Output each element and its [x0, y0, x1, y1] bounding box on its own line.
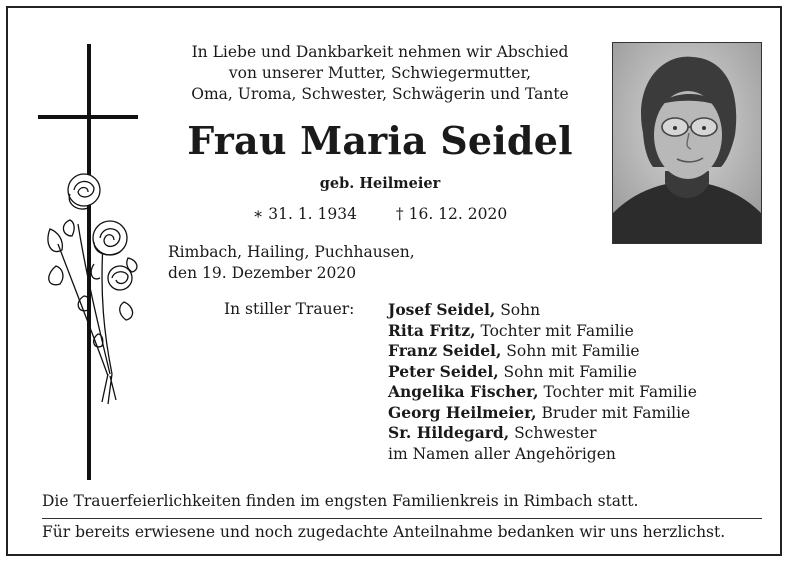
intro-line-1: In Liebe und Dankbarkeit nehmen wir Abschied	[191, 43, 569, 61]
obituary-frame	[6, 6, 782, 556]
portrait-image	[613, 43, 761, 243]
mourner-row	[388, 321, 697, 342]
mourning-closing: im Namen aller Angehörigen	[388, 444, 616, 463]
date-line: den 19. Dezember 2020	[168, 264, 357, 282]
mourner-name: Sr. Hildegard,	[388, 423, 510, 442]
mourner-row	[388, 403, 697, 424]
mourner-name: Peter Seidel,	[388, 361, 499, 381]
mourner-name: Angelika Fischer,	[388, 382, 539, 401]
mourner-row	[388, 341, 697, 362]
mourner-row	[388, 362, 697, 383]
mourner-relation: Tochter mit Familie	[475, 321, 634, 340]
intro-line-3: Oma, Uroma, Schwester, Schwägerin und Tante	[191, 85, 569, 103]
death-date: † 16. 12. 2020	[395, 205, 508, 223]
place-and-date	[168, 242, 415, 284]
mourner-name: Franz Seidel,	[388, 341, 502, 360]
birth-date: ∗ 31. 1. 1934	[252, 205, 357, 223]
thanks-notice: Für bereits erwiesene und noch zugedachte Anteilnahme bedanken wir uns herzlichst.	[42, 523, 726, 541]
mourner-relation: Sohn mit Familie	[501, 342, 640, 360]
footer-divider	[42, 518, 762, 519]
mourner-relation: Sohn mit Familie	[498, 362, 637, 381]
mourner-row	[388, 300, 697, 321]
funeral-notice: Die Trauerfeierlichkeiten finden im engsten Familienkreis in Rimbach statt.	[42, 492, 639, 510]
mourner-row	[388, 382, 697, 403]
mourner-relation: Bruder mit Familie	[536, 403, 691, 422]
mourner-relation: Tochter mit Familie	[538, 383, 697, 401]
mourner-relation: Schwester	[509, 424, 597, 442]
maiden-name: geb. Heilmeier	[319, 175, 441, 192]
mourner-name: Georg Heilmeier,	[388, 402, 537, 422]
mourner-name: Rita Fritz,	[388, 320, 476, 340]
intro-line-2: von unserer Mutter, Schwiegermutter,	[228, 64, 532, 82]
cross-with-roses-icon	[38, 44, 143, 480]
mourning-label: In stiller Trauer:	[224, 300, 355, 318]
mourners-list	[388, 300, 697, 464]
mourner-name: Josef Seidel,	[388, 300, 496, 319]
mourner-relation: Sohn	[495, 301, 541, 319]
mourner-row	[388, 423, 697, 444]
portrait-photo	[612, 42, 762, 244]
place-line: Rimbach, Hailing, Puchhausen,	[168, 243, 415, 261]
deceased-name: Frau Maria Seidel	[187, 118, 573, 163]
